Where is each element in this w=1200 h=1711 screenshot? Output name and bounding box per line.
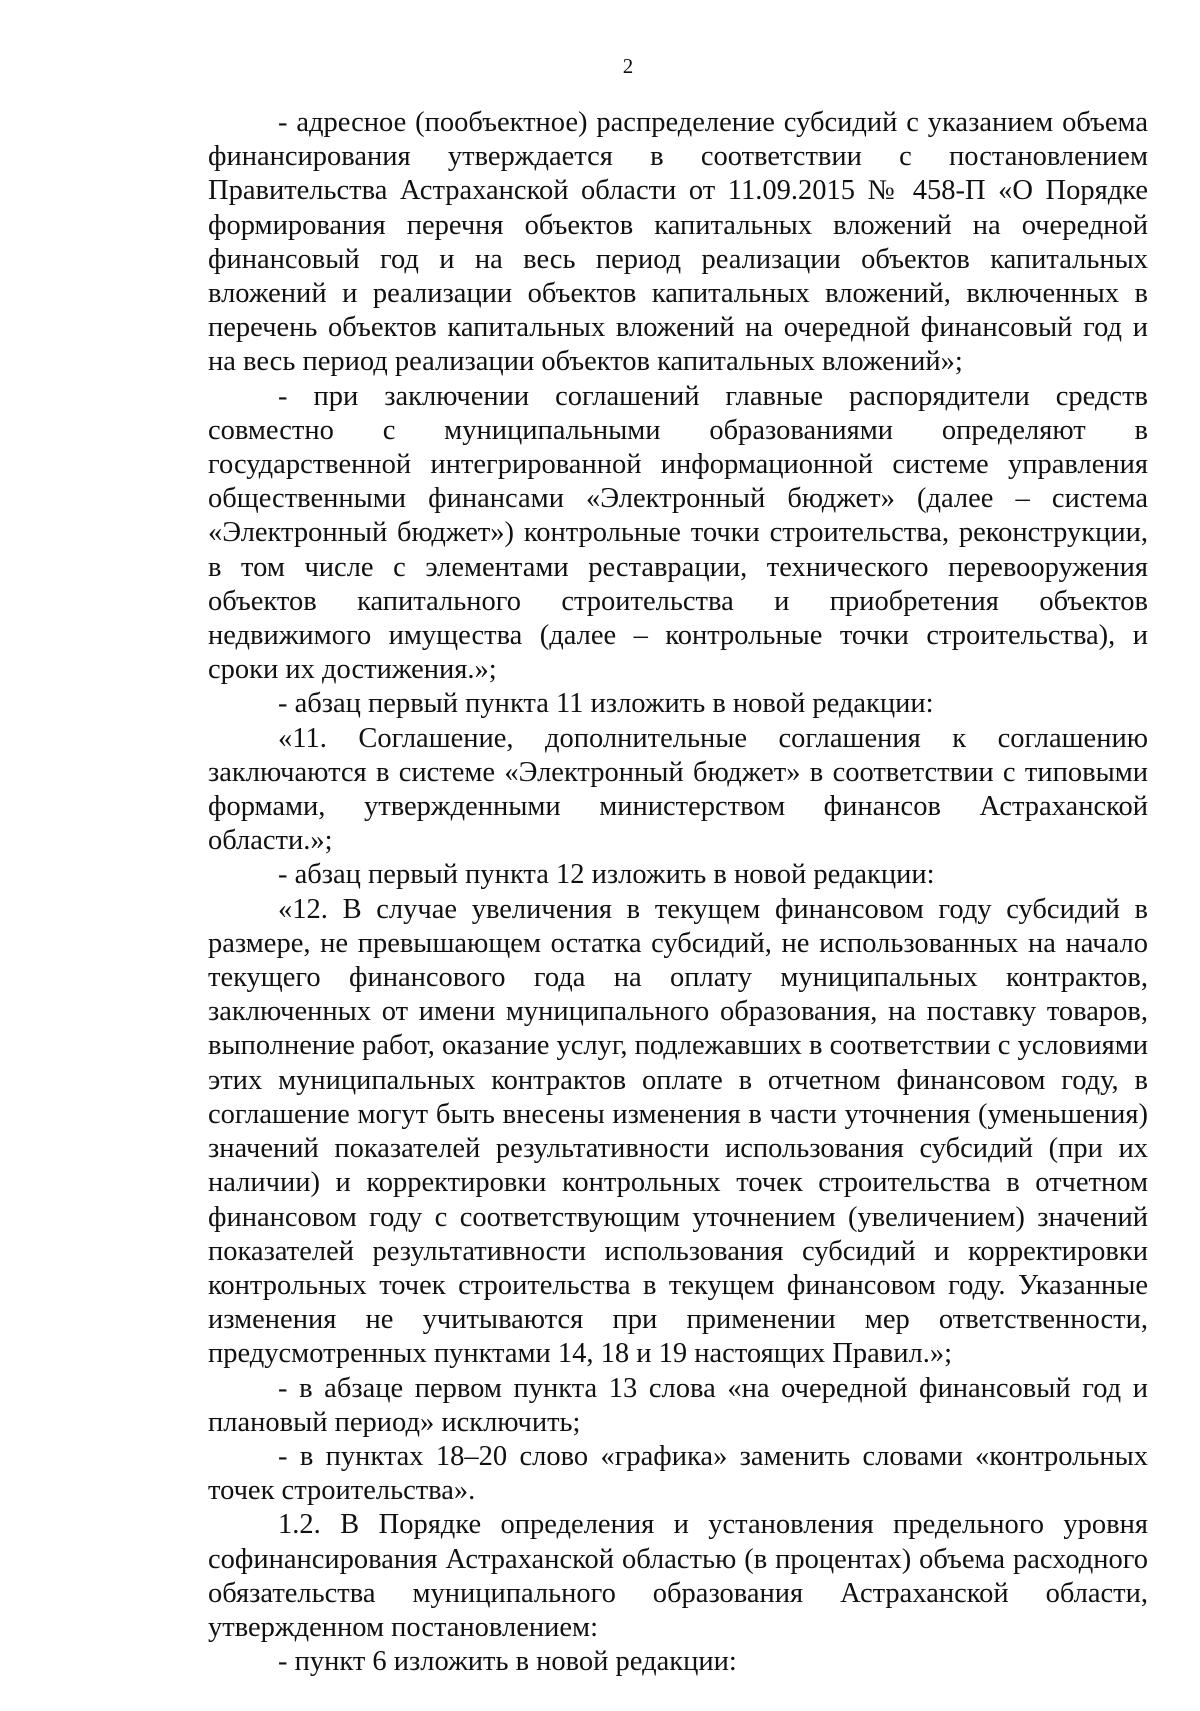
paragraph: - в абзаце первом пункта 13 слова «на очередной финансовый год и плановый период» исключить;	[208, 1372, 1148, 1438]
paragraph: «11. Соглашение, дополнительные соглашения к соглашению заключаются в системе «Электронный бюджет» в соответствии с типовыми формами, утвержденными министерством финансов Астраханской области.»;	[208, 722, 1148, 857]
paragraph: - в пунктах 18–20 слово «графика» заменить словами «контрольных точек строительства».	[208, 1440, 1148, 1507]
document-body	[208, 106, 1148, 1679]
paragraph: «12. В случае увеличения в текущем финансовом году субсидий в размере, не превышающем остатка субсидий, не использованных на начало текущего финансового года на оплату муниципальных контрактов, заключенных от имени муниципального образования, на поставку товаров, выполнение работ, оказание услуг, подлежавших в соответствии с условиями этих муниципальных контрактов оплате в отчетном финансовом году, в соглашение могут быть внесены изменения в части уточнения (уменьшения) значений показателей результативности использования субсидий (при их наличии) и корректировки контрольных точек строительства в отчетном финансовом году с соответствующим уточнением (увеличением) значений показателей результативности использования субсидий и корректировки контрольных точек строительства в текущем финансовом году. Указанные изменения не учитываются при применении мер ответственности, предусмотренных пунктами 14, 18 и 19 настоящих Правил.»;	[208, 893, 1148, 1370]
paragraph: - адресное (пообъектное) распределение субсидий с указанием объема финансирования утверждается в соответствии с постановлением Правительства Астраханской области от 11.09.2015 № 458-П «О Порядке формирования перечня объектов капитальных вложений на очередной финансовый год и на весь период реализации объектов капитальных вложений и реализации объектов капитальных вложений, включенных в перечень объектов капитальных вложений на очередной финансовый год и на весь период реализации объектов капитальных вложений»;	[208, 107, 1148, 378]
paragraph: - абзац первый пункта 12 изложить в новой редакции:	[278, 859, 935, 891]
paragraph: - абзац первый пункта 11 изложить в новой редакции:	[278, 688, 934, 720]
paragraph: 1.2. В Порядке определения и установления предельного уровня софинансирования Астраханской областью (в процентах) объема расходного обязательства муниципального образования Астраханской области, утвержденном постановлением:	[208, 1509, 1148, 1643]
paragraph: - пункт 6 изложить в новой редакции:	[278, 1646, 737, 1678]
page-number: 2	[622, 54, 634, 78]
paragraph: - при заключении соглашений главные распорядители средств совместно с муниципальными образованиями определяют в государственной интегрированной информационной системе управления общественными финансами «Электронный бюджет» (далее – система «Электронный бюджет») контрольные точки строительства, реконструкции, в том числе с элементами реставрации, технического перевооружения объектов капитального строительства и приобретения объектов недвижимого имущества (далее – контрольные точки строительства), и сроки их достижения.»;	[208, 380, 1148, 686]
